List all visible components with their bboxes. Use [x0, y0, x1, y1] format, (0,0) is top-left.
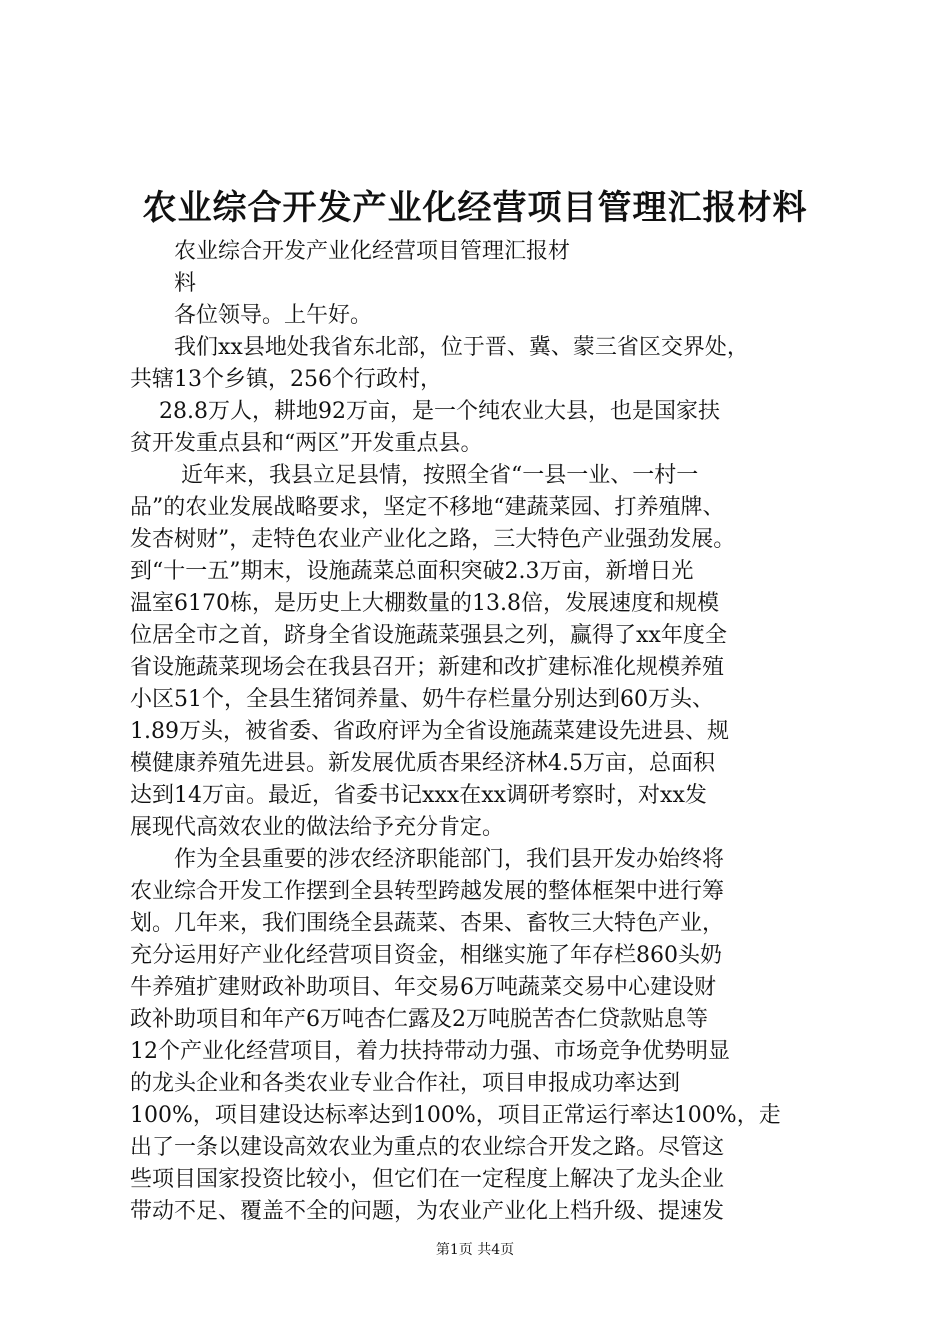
- text-line: 温室6170栋，是历史上大棚数量的13.8倍，发展速度和规模: [130, 591, 719, 616]
- document-body: [130, 236, 830, 1228]
- text-line: 到“十一五”期末，设施蔬菜总面积突破2.3万亩，新增日光: [130, 559, 694, 584]
- text-line: 品”的农业发展战略要求，坚定不移地“建蔬菜园、打养殖牌、: [130, 495, 725, 520]
- document-title: 农业综合开发产业化经营项目管理汇报材料: [142, 188, 808, 228]
- text-line: 100%，项目建设达标率达到100%，项目正常运行率达100%，走: [130, 1103, 781, 1128]
- page-number-footer: 第1页 共4页: [435, 1242, 515, 1258]
- text-line: 我们xx县地处我省东北部，位于晋、冀、蒙三省区交界处，: [130, 335, 749, 360]
- text-line: 政补助项目和年产6万吨杏仁露及2万吨脱苦杏仁贷款贴息等: [130, 1007, 708, 1032]
- text-line: 些项目国家投资比较小，但它们在一定程度上解决了龙头企业: [130, 1167, 725, 1192]
- text-line: 共辖13个乡镇，256个行政村，: [130, 367, 442, 392]
- text-line: 省设施蔬菜现场会在我县召开；新建和改扩建标准化规模养殖: [130, 655, 725, 680]
- text-line: 小区51个，全县生猪饲养量、奶牛存栏量分别达到60万头、: [130, 687, 714, 712]
- text-line: 出了一条以建设高效农业为重点的农业综合开发之路。尽管这: [130, 1135, 725, 1160]
- text-line: 展现代高效农业的做法给予充分肯定。: [130, 815, 505, 840]
- text-line: 的龙头企业和各类农业专业合作社，项目申报成功率达到: [130, 1071, 681, 1096]
- text-line: 1.89万头，被省委、省政府评为全省设施蔬菜建设先进县、规: [130, 719, 729, 744]
- text-line: 各位领导。上午好。: [130, 303, 373, 328]
- text-line: 带动不足、覆盖不全的问题，为农业产业化上档升级、提速发: [130, 1199, 725, 1224]
- text-line: 发杏树财”，走特色农业产业化之路，三大特色产业强劲发展。: [130, 527, 736, 552]
- text-line: 牛养殖扩建财政补助项目、年交易6万吨蔬菜交易中心建设财: [130, 975, 716, 1000]
- text-line: 12个产业化经营项目，着力扶持带动力强、市场竞争优势明显: [130, 1039, 730, 1064]
- text-line: 模健康养殖先进县。新发展优质杏果经济林4.5万亩，总面积: [130, 751, 715, 776]
- text-line: 位居全市之首，跻身全省设施蔬菜强县之列，赢得了xx年度全: [130, 623, 727, 648]
- text-line: 28.8万人，耕地92万亩，是一个纯农业大县，也是国家扶: [130, 399, 720, 424]
- text-line: 充分运用好产业化经营项目资金，相继实施了年存栏860头奶: [130, 943, 722, 968]
- text-line: 贫开发重点县和“两区”开发重点县。: [130, 431, 483, 456]
- text-line: 农业综合开发工作摆到全县转型跨越发展的整体框架中进行筹: [130, 879, 725, 904]
- text-line: 作为全县重要的涉农经济职能部门，我们县开发办始终将: [130, 847, 725, 872]
- text-line: 达到14万亩。最近，省委书记xxx在xx调研考察时，对xx发: [130, 783, 707, 808]
- text-line: 料: [130, 271, 197, 296]
- text-line: 划。几年来，我们围绕全县蔬菜、杏果、畜牧三大特色产业，: [130, 911, 725, 936]
- text-line: 近年来，我县立足县情，按照全省“一县一业、一村一: [130, 463, 699, 488]
- text-line: 农业综合开发产业化经营项目管理汇报材: [130, 239, 571, 264]
